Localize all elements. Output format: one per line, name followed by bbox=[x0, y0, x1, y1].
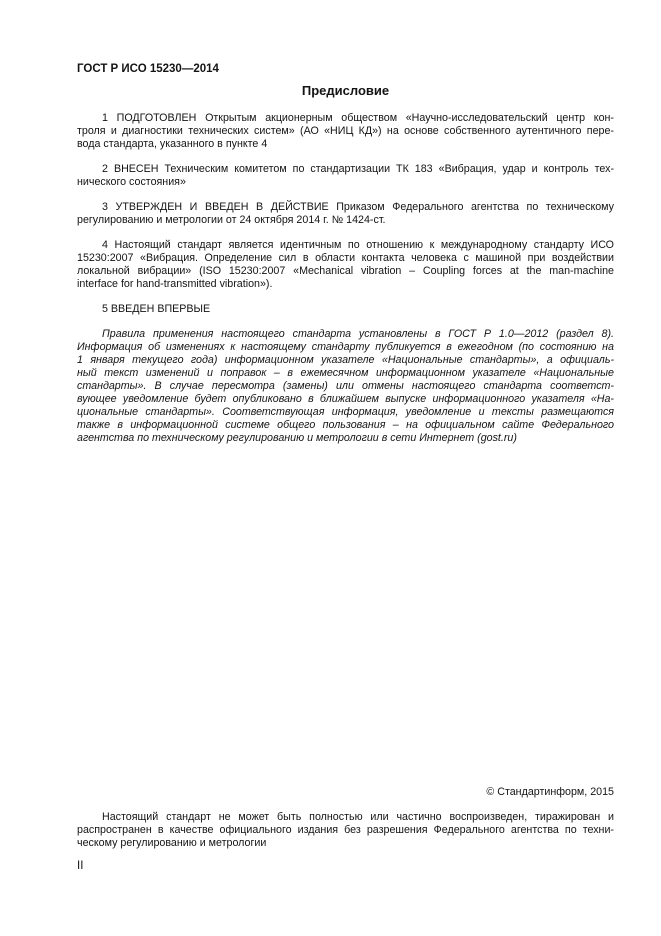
paragraph bbox=[77, 303, 614, 316]
page-number: II bbox=[77, 860, 84, 872]
text-line: 15230:2007 «Вибрация. Определение сил в области контакта человека с машиной при воздействии bbox=[77, 252, 614, 264]
paragraph bbox=[77, 112, 614, 151]
paragraph bbox=[77, 239, 614, 291]
text-line: Правила применения настоящего стандарта установлены в ГОСТ Р 1.0—2012 (раздел 8). bbox=[102, 328, 614, 340]
text-line: агентства по техническому регулированию и метрологии в сети Интернет (gost.ru) bbox=[77, 432, 517, 444]
foreword-paragraphs bbox=[77, 112, 614, 445]
paragraph bbox=[77, 811, 614, 850]
paragraph bbox=[77, 328, 614, 445]
page-footer bbox=[77, 786, 614, 873]
text-line: 2 ВНЕСЕН Техническим комитетом по стандартизации ТК 183 «Вибрация, удар и контроль тех- bbox=[102, 163, 614, 175]
standard-designation: ГОСТ Р ИСО 15230—2014 bbox=[77, 63, 219, 75]
text-line: 5 ВВЕДЕН ВПЕРВЫЕ bbox=[102, 303, 211, 315]
text-line: нического состояния» bbox=[77, 176, 186, 188]
text-line: локальной вибрации» (ISO 15230:2007 «Mechanical vibration – Coupling forces at the man-machine bbox=[77, 265, 614, 277]
text-line: троля и диагностики технических систем» (АО «НИЦ КД») на основе собственного аутентичного пере- bbox=[77, 125, 614, 137]
text-line: 4 Настоящий стандарт является идентичным по отношению к международному стандарту ИСО bbox=[102, 239, 614, 251]
text-line: циональные стандарты». Соответствующая информация, уведомление и тексты размещаются bbox=[77, 406, 614, 418]
text-line: Настоящий стандарт не может быть полностью или частично воспроизведен, тиражирован и bbox=[102, 811, 614, 823]
reproduction-notice bbox=[77, 811, 614, 850]
text-line: вующее уведомление будет опубликовано в ближайшем выпуске информационного указателя «На- bbox=[77, 393, 614, 405]
text-line: регулированию и метрологии от 24 октября 2014 г. № 1424-ст. bbox=[77, 214, 386, 226]
text-line: ный текст изменений и поправок – в ежемесячном информационном указателе «Национальные bbox=[77, 367, 614, 379]
text-line: Информация об изменениях к настоящему стандарту публикуется в ежегодном (по состоянию на bbox=[77, 341, 614, 353]
text-line: распространен в качестве официального издания без разрешения Федерального агентства по техни- bbox=[77, 824, 614, 836]
text-line: interface for hand-transmitted vibration»). bbox=[77, 278, 273, 290]
text-line: ческому регулированию и метрологии bbox=[77, 837, 267, 849]
text-line: 3 УТВЕРЖДЕН И ВВЕДЕН В ДЕЙСТВИЕ Приказом Федерального агентства по техническому bbox=[102, 201, 614, 213]
text-line: вода стандарта, указанного в пункте 4 bbox=[77, 138, 268, 150]
text-line: 1 января текущего года) информационном указателе «Национальные стандарты», а официаль- bbox=[77, 354, 614, 366]
text-line: стандарты». В случае пересмотра (замены) или отмены настоящего стандарта соответст- bbox=[77, 380, 614, 392]
page-content bbox=[77, 62, 614, 445]
section-title: Предисловие bbox=[301, 83, 390, 98]
paragraph bbox=[77, 201, 614, 227]
paragraph bbox=[77, 163, 614, 189]
text-line: также в информационной системе общего пользования – на официальном сайте Федерального bbox=[77, 419, 614, 431]
text-line: 1 ПОДГОТОВЛЕН Открытым акционерным обществом «Научно-исследовательский центр кон- bbox=[102, 112, 614, 124]
copyright-notice: © Стандартинформ, 2015 bbox=[486, 786, 614, 798]
